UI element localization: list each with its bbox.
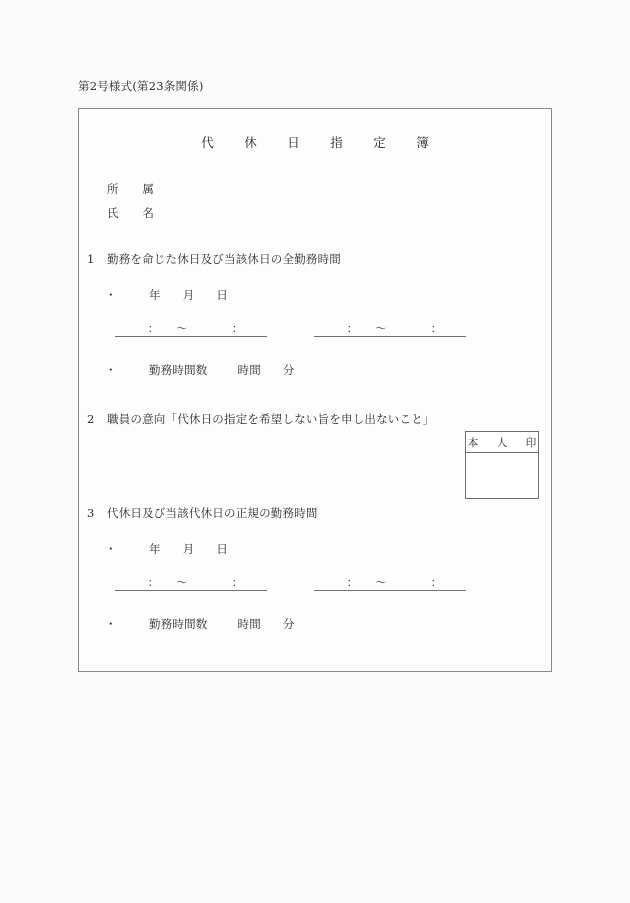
hours-label: 勤務時間数	[149, 617, 208, 631]
month-unit: 月	[182, 288, 195, 302]
section-1-time-range-1[interactable]	[115, 320, 267, 337]
section-heading-3	[87, 505, 318, 521]
document-title: 代 休 日 指 定 簿	[201, 135, 438, 150]
section-number-1: 1	[87, 252, 95, 266]
time-start-colon: ：	[147, 322, 159, 335]
section-title-2: 職員の意向「代休日の指定を希望しない旨を申し出ないこと」	[107, 412, 435, 426]
section-1-date-row	[105, 287, 228, 303]
month-unit: 月	[182, 542, 195, 556]
name-label-a: 氏	[107, 206, 119, 220]
wave-dash: 〜	[176, 322, 188, 335]
seal-box[interactable]	[465, 431, 539, 499]
time-start-colon: ：	[346, 576, 358, 589]
time-end-colon: ：	[231, 576, 243, 589]
section-title-1: 勤務を命じた休日及び当該休日の全勤務時間	[107, 252, 341, 266]
section-3-hours-row	[105, 616, 295, 632]
section-3-date-row	[105, 541, 228, 557]
seal-box-value[interactable]	[466, 453, 538, 498]
section-1-time-range-2[interactable]	[314, 320, 466, 337]
time-end-colon: ：	[231, 322, 243, 335]
section-heading-2	[87, 411, 435, 427]
section-heading-1	[87, 251, 341, 267]
form-id-label: 第2号様式(第23条関係)	[78, 79, 204, 93]
day-unit: 日	[216, 542, 229, 556]
hours-label: 勤務時間数	[149, 363, 208, 377]
year-unit: 年	[149, 288, 161, 302]
section-number-2: 2	[87, 412, 95, 426]
bullet-icon: ・	[105, 542, 117, 556]
bullet-icon: ・	[105, 288, 117, 302]
department-label-b: 属	[142, 182, 155, 196]
minute-unit: 分	[282, 363, 295, 377]
hour-unit: 時間	[237, 363, 261, 377]
section-3-time-range-2[interactable]	[314, 574, 466, 591]
field-name	[107, 205, 154, 221]
bullet-icon: ・	[105, 363, 117, 377]
minute-unit: 分	[282, 617, 295, 631]
time-end-colon: ：	[430, 576, 442, 589]
wave-dash: 〜	[375, 576, 387, 589]
section-3-time-range-1[interactable]	[115, 574, 267, 591]
form-frame	[78, 108, 552, 672]
section-number-3: 3	[87, 506, 95, 520]
wave-dash: 〜	[176, 576, 188, 589]
section-1-hours-row	[105, 362, 295, 378]
field-department	[107, 181, 154, 197]
hour-unit: 時間	[237, 617, 261, 631]
section-title-3: 代休日及び当該代休日の正規の勤務時間	[107, 506, 318, 520]
time-start-colon: ：	[346, 322, 358, 335]
year-unit: 年	[149, 542, 161, 556]
time-end-colon: ：	[430, 322, 442, 335]
name-label-b: 名	[142, 206, 155, 220]
seal-box-header: 本 人 印	[466, 432, 538, 453]
wave-dash: 〜	[375, 322, 387, 335]
time-start-colon: ：	[147, 576, 159, 589]
day-unit: 日	[216, 288, 229, 302]
department-label-a: 所	[107, 182, 119, 196]
bullet-icon: ・	[105, 617, 117, 631]
